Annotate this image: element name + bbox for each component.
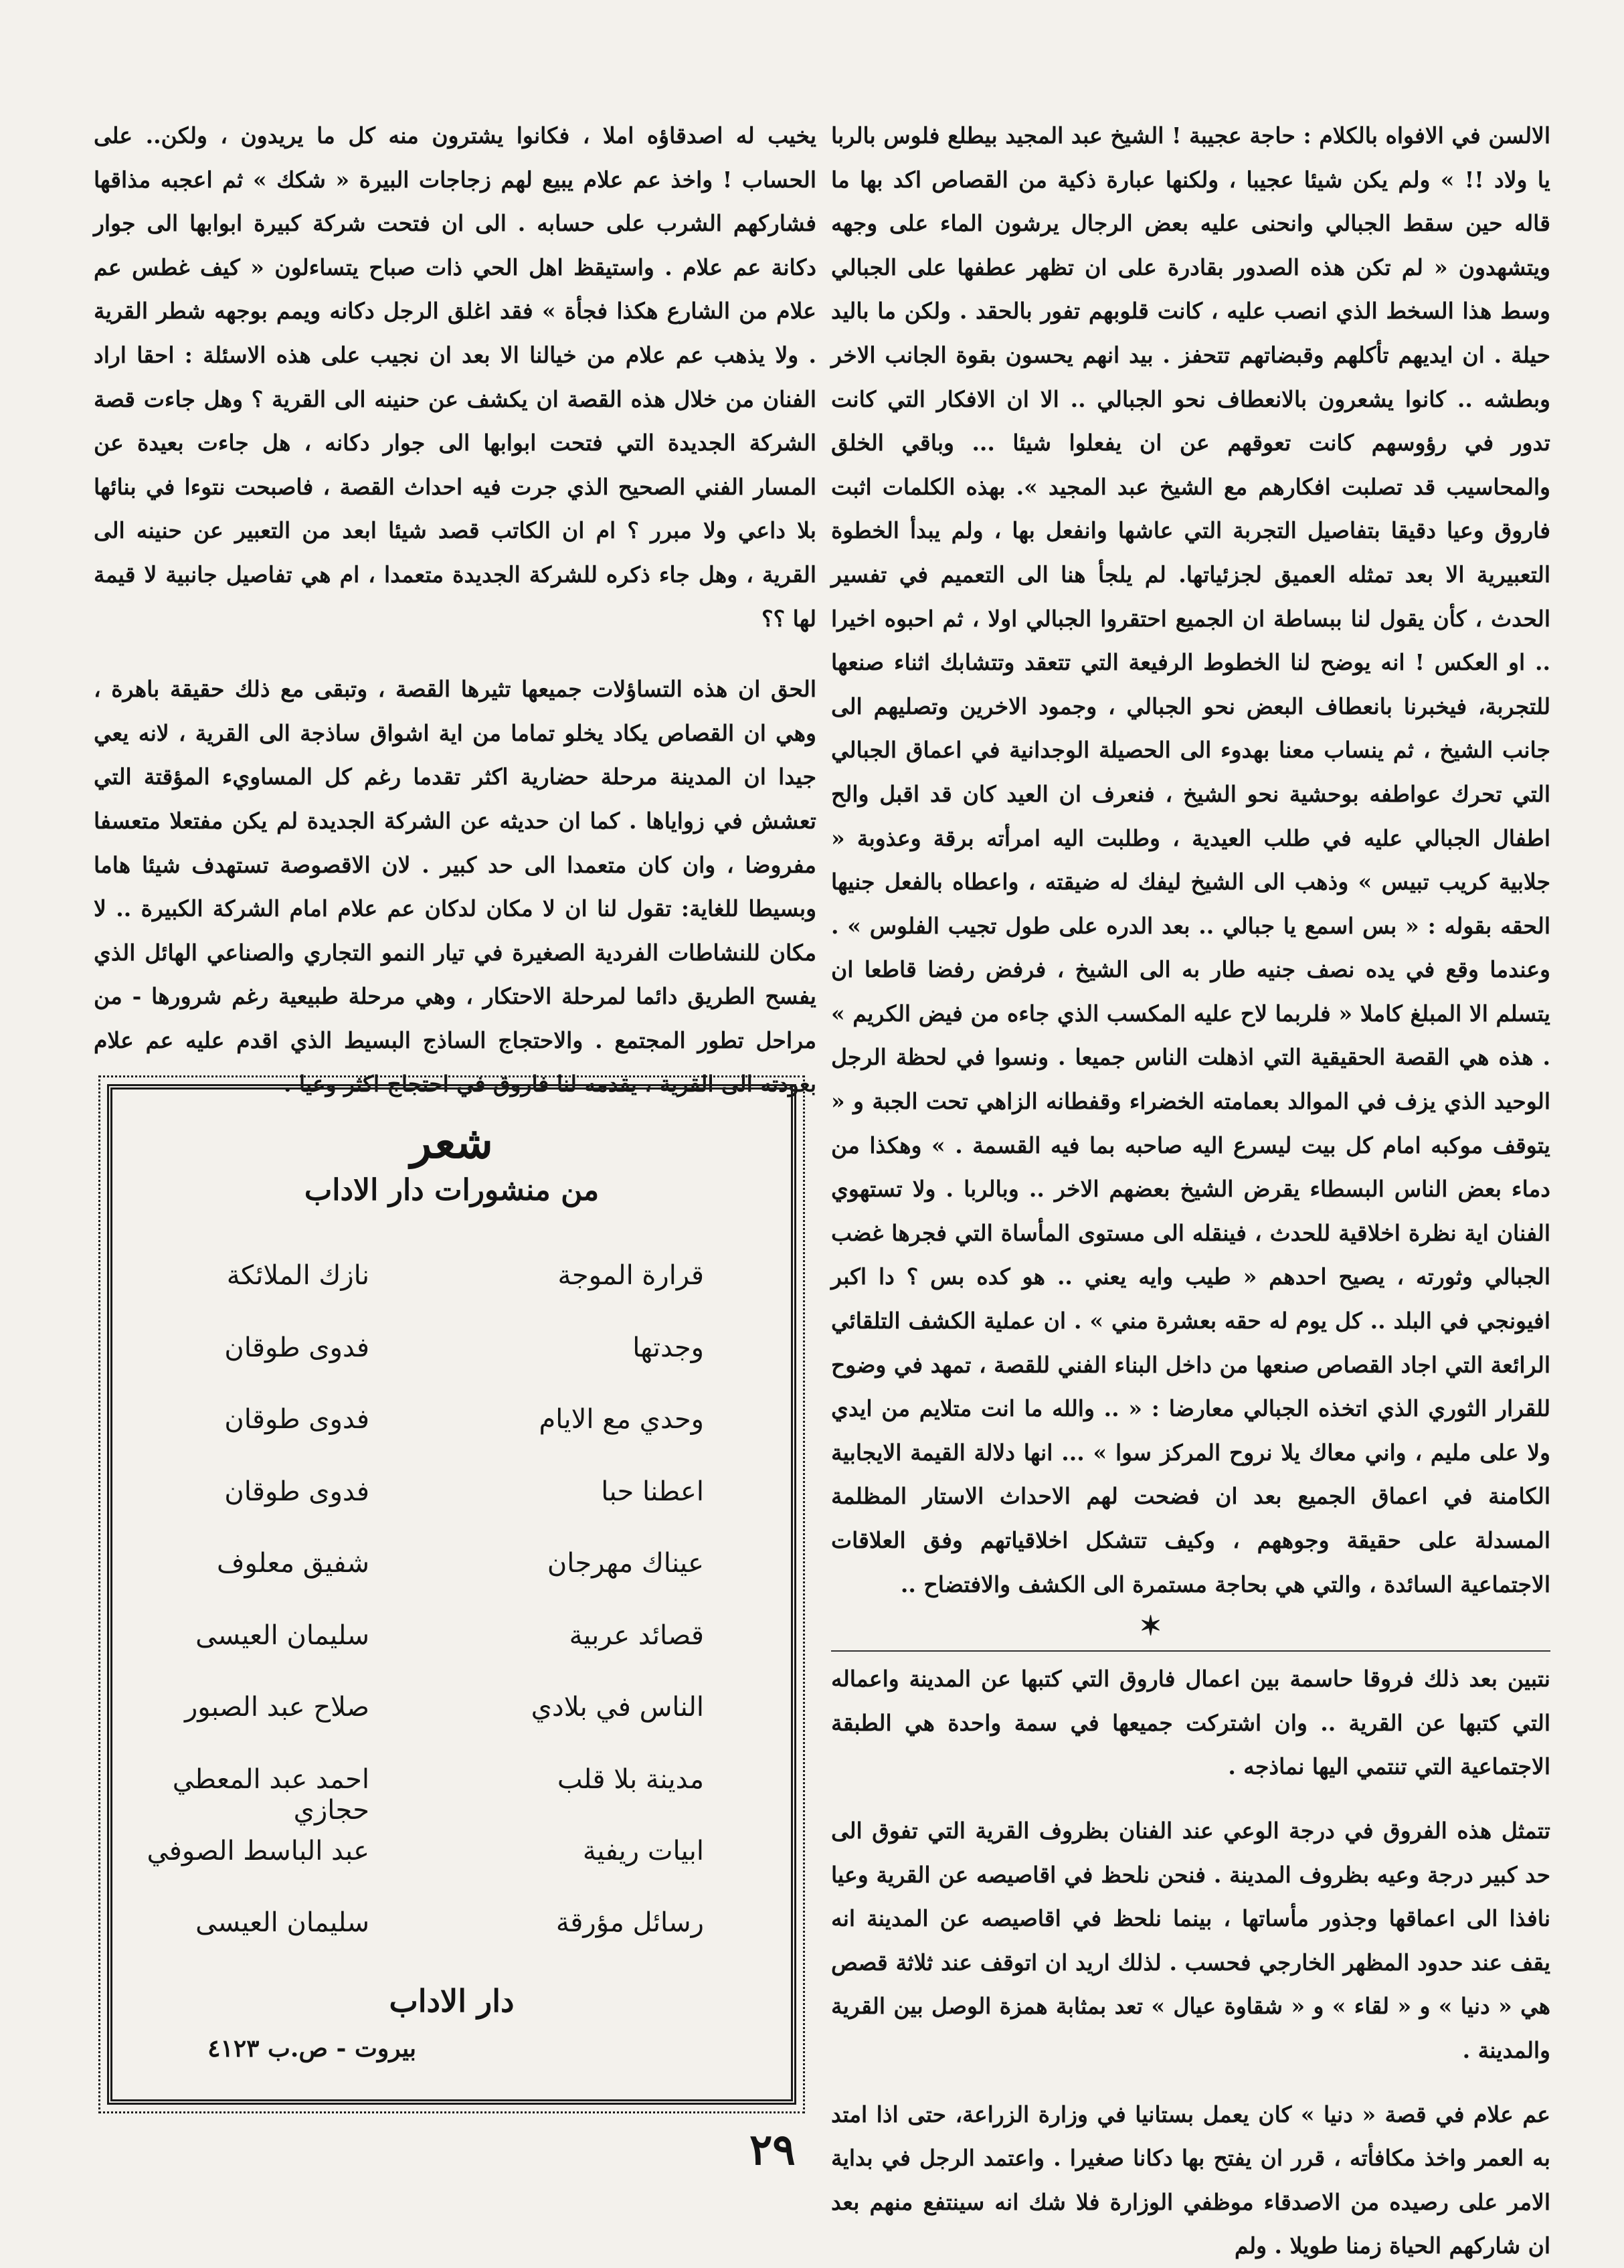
article-paragraph: الحق ان هذه التساؤلات جميعها تثيرها القصة ، وتبقى مع ذلك حقيقة باهرة ، وهي ان القصاص يكاد يخلو تماما من اية اشواق ساذجة الى القرية ، لانه يعي جيدا ان المدينة مرحلة حضارية اكثر تقدما رغم كل المساويء المؤقتة التي تعشش في زواياها . كما ان حديثه عن الشركة الجديدة لم يكن مفتعلا متعسفا مفروضا ، وان كان متعمدا الى حد كبير . لان الاقصوصة تستهدف شيئا هاما وبسيطا للغاية: تقول لنا ان لا مكان لدكان عم علام امام الشركة الكبيرة .. لا مكان للنشاطات الفردية الصغيرة في تيار النمو التجاري والصناعي الهائل الذي يفسح الطريق دائما لمرحلة الاحتكار ، وهي مرحلة طبيعية رغم شرورها - من مراحل تطور المجتمع . والاحتجاج الساذج البسيط الذي اقدم عليه عم علام بعودته الى القرية ، يقدمه لنا فاروق في احتجاج اكثر وعيا . bbox=[94, 676, 817, 1098]
ad-subtitle: من منشورات دار الاداب bbox=[304, 1173, 600, 1207]
book-title: قرارة الموجة bbox=[557, 1260, 704, 1291]
page-number: ٢٩ bbox=[749, 2125, 796, 2175]
book-title: وجدتها bbox=[632, 1332, 704, 1363]
book-author: سليمان العيسى bbox=[195, 1907, 369, 1938]
book-title: اعطنا حبا bbox=[601, 1476, 704, 1507]
book-author: شفيق معلوف bbox=[217, 1548, 369, 1579]
article-column-right bbox=[831, 114, 1550, 2268]
book-title: عيناك مهرجان bbox=[547, 1548, 704, 1579]
book-listing bbox=[146, 1548, 757, 1601]
article-paragraph: تتمثل هذه الفروق في درجة الوعي عند الفنان بظروف القرية التي تفوق الى حد كبير درجة وعيه بظروف المدينة . فنحن نلحظ في اقاصيصه عن القرية وعيا نافذا الى اعماقها وجذور مأساتها ، بينما نلحظ في اقاصيصه عن المدينة انه يقف عند حدود المظهر الخارجي فحسب . لذلك اريد ان اتوقف عند ثلاثة قصص هي « دنيا » و « لقاء » و « شقاوة عيال » تعد بمثابة همزة الوصل بين القرية والمدينة . bbox=[831, 1817, 1550, 2063]
article-paragraph: نتبين بعد ذلك فروقا حاسمة بين اعمال فاروق التي كتبها عن المدينة واعماله التي كتبها عن القرية .. وان اشتركت جميعها في سمة واحدة هي الطبقة الاجتماعية التي تنتمي اليها نماذجه . bbox=[831, 1666, 1550, 1780]
book-title: رسائل مؤرقة bbox=[555, 1907, 704, 1938]
book-listing bbox=[146, 1764, 757, 1826]
book-author: سليمان العيسى bbox=[195, 1620, 369, 1651]
poetry-advertisement bbox=[107, 1084, 796, 2105]
book-title: مدينة بلا قلب bbox=[557, 1764, 704, 1795]
ad-title: شعر bbox=[410, 1116, 493, 1168]
book-author: فدوى طوقان bbox=[224, 1332, 369, 1363]
book-listing bbox=[146, 1836, 757, 1889]
publisher-name: دار الاداب bbox=[389, 1983, 515, 2019]
book-listing bbox=[146, 1476, 757, 1530]
publisher-address: بيروت - ص.ب ٤١٢٣ bbox=[207, 2034, 416, 2063]
article-paragraph: الالسن في الافواه بالكلام : حاجة عجيبة ! الشيخ عبد المجيد بيطلع فلوس بالربا يا ولاد !! » ولم يكن شيئا عجيبا ، ولكنها عبارة ذكية من القصاص اكد بها ما قاله حين سقط الجبالي وانحنى عليه بعض الرجال يرشون الماء على وجهه ويتشهدون « لم تكن هذه الصدور بقادرة على ان تظهر عطفها على الجبالي وسط هذا السخط الذي انصب عليه ، كانت قلوبهم تفور بالحقد . ولكن ما باليد حيلة . ان ايديهم تأكلهم وقبضاتهم تتحفز . بيد انهم يحسون بقوة الجانب الاخر وبطشه .. كانوا يشعرون بالانعطاف نحو الجبالي .. الا ان الافكار التي كانت تدور في رؤوسهم كانت تعوقهم عن ان يفعلوا شيئا ... وباقي الخلق والمحاسيب قد تصلبت افكارهم مع الشيخ عبد المجيد ». بهذه الكلمات اثبت فاروق وعيا دقيقا بتفاصيل التجربة التي عاشها وانفعل بها ، ولم يبدأ الخطوة التعبيرية الا بعد تمثله العميق لجزئياتها. لم يلجأ هنا الى التعميم في تفسير الحدث ، كأن يقول لنا ببساطة ان الجميع احتقروا الجبالي اولا ، ثم احبوه اخيرا .. او العكس ! انه يوضح لنا الخطوط الرفيعة التي تتعقد وتتشابك اثناء صنعها للتجربة، فيخبرنا بانعطاف البعض نحو الجبالي ، وجمود الاخرين وتصليهم الى جانب الشيخ ، ثم ينساب معنا بهدوء الى الحصيلة الوجدانية في اعماق الجبالي التي تحرك عواطفه بوحشية نحو الشيخ ، فنعرف ان العيد كان قد اقبل والح اطفال الجبالي عليه في طلب العيدية ، وطلبت اليه امرأته برقة وعذوبة « جلابية كريب تبيس » وذهب الى الشيخ ليفك له ضيقته ، واعطاه بالفعل جنيها الحقه بقوله : « بس اسمع يا جبالي .. بعد الدره على طول تجيب الفلوس » . وعندما وقع في يده نصف جنيه طار به الى الشيخ ، فرفض رفضا قاطعا ان يتسلم الا المبلغ كاملا « فلربما لاح عليه المكسب الذي جاءه من فيض الكريم » . هذه هي القصة الحقيقية التي اذهلت الناس جميعا . ونسوا في لحظة الرجل الوحيد الذي يزف في الموالد بعمامته الخضراء وقفطانه الزاهي تحت الجبة و « يتوقف موكبه امام كل بيت ليسرع اليه صاحبه بما فيه القسمة . » وهكذا من دماء بعض الناس البسطاء يقرض الشيخ بعضهم الاخر .. وبالربا . ولا تستهوي الفنان اية نظرة اخلاقية للحدث ، فينقله الى مستوى المأساة التي فجرها غضب الجبالي وثورته ، يصيح احدهم « طيب وايه يعني .. هو كده بس ؟ دا اكبر افيونجي في البلد .. كل يوم له حقه بعشرة مني » . ان عملية الكشف التلقائي الرائعة التي اجاد القصاص صنعها من داخل البناء الفني للقصة ، تمهد في وضوح للقرار الثوري الذي اتخذه الجبالي معارضا : « .. والله ما انت متلايم من ايدي ولا على مليم ، واني معاك يلا نروح المركز سوا » ... انها دلالة القيمة الايجابية الكامنة في اعماق الجميع بعد ان فضحت لهم الاحداث الاستار المظلمة المسدلة على حقيقة وجوههم ، وكيف تتشكل اخلاقياتهم وفق العلاقات الاجتماعية السائدة ، والتي هي بحاجة مستمرة الى الكشف والافتضاح .. bbox=[831, 122, 1551, 1597]
book-listing bbox=[146, 1332, 757, 1386]
book-title: ابيات ريفية bbox=[582, 1836, 704, 1866]
divider bbox=[831, 1650, 1550, 1652]
book-listing bbox=[146, 1260, 757, 1314]
article-paragraph: يخيب له اصدقاؤه املا ، فكانوا يشترون منه كل ما يريدون ، ولكن.. على الحساب ! واخذ عم علام يبيع لهم زجاجات البيرة « شكك » ثم اعجبه مذاقها فشاركهم الشرب على حسابه . الى ان فتحت شركة كبيرة ابوابها الى جوار دكانة عم علام . واستيقظ اهل الحي ذات صباح يتساءلون « كيف غطس عم علام من الشارع هكذا فجأة » فقد اغلق الرجل دكانه ويمم بوجهه شطر القرية . ولا يذهب عم علام من خيالنا الا بعد ان نجيب على هذه الاسئلة : احقا اراد الفنان من خلال هذه القصة ان يكشف عن حنينه الى القرية ؟ وهل جاءت قصة الشركة الجديدة التي فتحت ابوابها الى جوار دكانه ، هل جاءت بعيدة عن المسار الفني الصحيح الذي جرت فيه احداث القصة ، فاصبحت نتوءا في بنائها بلا داعي ولا مبرر ؟ ام ان الكاتب قصد شيئا ابعد من التعبير عن حنينه الى القرية ، وهل جاء ذكره للشركة الجديدة متعمدا ، ام هي تفاصيل جانبية لا قيمة لها ؟؟ bbox=[94, 122, 816, 632]
book-listing bbox=[146, 1692, 757, 1745]
article-column-left bbox=[94, 114, 816, 1106]
book-author: فدوى طوقان bbox=[224, 1476, 369, 1507]
section-separator-star: ✶ bbox=[1139, 1610, 1162, 1642]
book-listing bbox=[146, 1907, 757, 1961]
book-author: عبد الباسط الصوفي bbox=[147, 1836, 369, 1866]
article-paragraph: عم علام في قصة « دنيا » كان يعمل بستانيا في وزارة الزراعة، حتى اذا امتد به العمر واخذ مكافأته ، قرر ان يفتح بها دكانا صغيرا . واعتمد الرجل في بداية الامر على رصيده من الاصدقاء موظفي الوزارة فلا شك انه سينتفع منهم بعد ان شاركهم الحياة زمنا طويلا . ولم bbox=[831, 2101, 1550, 2259]
book-listing bbox=[146, 1620, 757, 1674]
book-title: وحدي مع الايام bbox=[539, 1404, 704, 1435]
book-author: نازك الملائكة bbox=[226, 1260, 369, 1291]
book-author: فدوى طوقان bbox=[224, 1404, 369, 1435]
book-title: قصائد عربية bbox=[569, 1620, 704, 1651]
book-author: احمد عبد المعطي حجازي bbox=[172, 1764, 369, 1826]
book-title: الناس في بلادي bbox=[531, 1692, 704, 1723]
book-listing bbox=[146, 1404, 757, 1458]
book-author: صلاح عبد الصبور bbox=[184, 1692, 369, 1723]
